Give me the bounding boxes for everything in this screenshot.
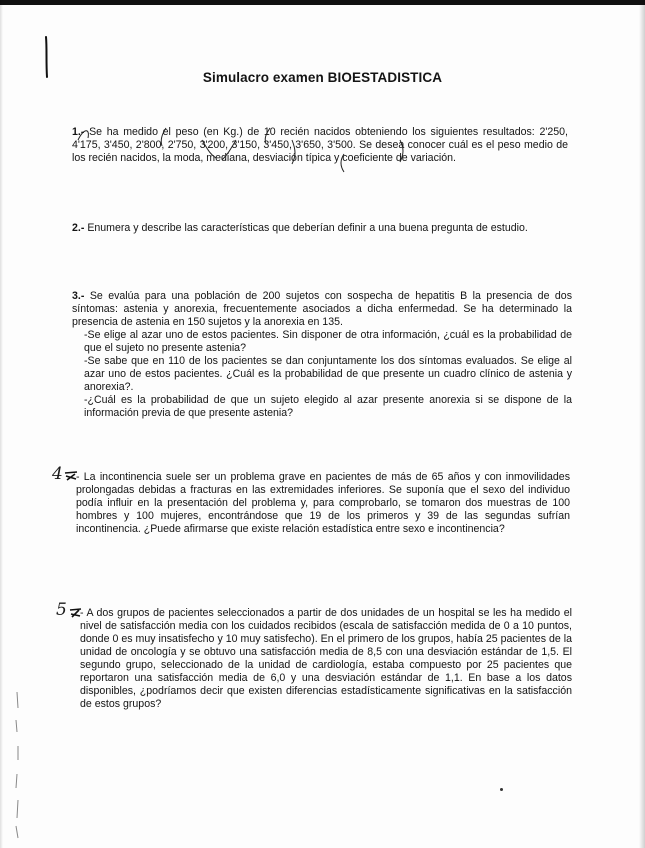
question-4 [76,471,570,536]
question-3-bullet: -Se elige al azar uno de estos pacientes. Sin disponer de otra información, ¿cuál es la probabilidad de que el sujeto no presente astenia? [84,329,572,354]
question-3-bullet: -¿Cuál es la probabilidad de que un sujeto elegido al azar presente anorexia si se dispone de la información previa de que presente astenia? [84,394,572,419]
stray-ink-dot [500,788,503,791]
question-4-text: - La incontinencia suele ser un problema grave en pacientes de más de 65 años y con inmovilidades prolongadas debidas a fracturas en las extremidades inferiores. Se suponía que el sexo del individuo podía influir en la presentación del problema y, para comprobarlo, se tomaron dos muestras de 100 hombres y 100 mujeres, encontrándose que 19 de los primeros y 39 de las segundas sufrían incontinencia. ¿Puede afirmarse que existe relación estadística entre sexo e incontinencia? [76,471,570,535]
question-1-number: 1.- [72,126,85,138]
page-title: Simulacro examen BIOESTADISTICA [202,70,443,85]
question-2-text: Enumera y describe las características que deberían definir a una buena pregunta de estudio. [87,222,528,234]
scan-right-shadow [639,0,645,848]
question-4-handwritten-number: 4 [52,464,63,484]
question-3-bullet: -Se sabe que en 110 de los pacientes se dan conjuntamente los dos síntomas evaluados. Se elige al azar uno de estos pacientes. ¿Cuál es la probabilidad de que presente un cuadro clínico de astenia y anorexia?. [84,355,572,393]
question-1-text: Se ha medido el peso (en Kg.) de 10 recién nacidos obteniendo los siguientes resultados: 2'250, 4'175, 3'450, 2'800, 2'750, 3'200, 3'150, 3'450, 3'650, 3'500. Se desea conocer cuál es el peso medio de los recién nacidos, la moda, mediana, desviación típica y coeficiente de variación. [72,126,568,164]
question-3-number: 3.- [72,290,85,302]
question-3-text: Se evalúa para una población de 200 sujetos con sospecha de hepatitis B la presencia de dos síntomas: astenia y anorexia, frecuentemente asociados a dicha enfermedad. Se ha determinado la presencia de astenia en 150 sujetos y la anorexia en 135. [72,290,572,328]
scan-binding-marks [14,690,22,840]
question-1 [72,126,568,165]
question-2 [72,222,568,235]
question-3 [72,290,572,420]
question-5-text: - A dos grupos de pacientes seleccionados a partir de dos unidades de un hospital se les ha medido el nivel de satisfacción media con los cuidados recibidos (escala de satisfacción medida de 0 a 10 puntos, donde 0 es muy insatisfecho y 10 muy satisfecho). En el primero de los grupos, había 25 pacientes de la unidad de oncología y se obtuvo una satisfacción media de 8,5 con una desviación estándar de 1,5. El segundo grupo, seleccionado de la unidad de cardiología, estaba compuesto por 25 pacientes que reportaron una satisfacción media de 6,0 y una desviación estándar de 1,1. En base a los datos disponibles, ¿podríamos decir que existen diferencias estadísticamente significativas en la satisfacción de estos grupos? [80,607,572,710]
scan-top-edge [0,0,645,5]
question-5-handwritten-number: 5 [56,600,67,620]
question-5 [80,607,572,711]
scan-left-shadow [0,0,3,848]
question-2-number: 2.- [72,222,85,234]
